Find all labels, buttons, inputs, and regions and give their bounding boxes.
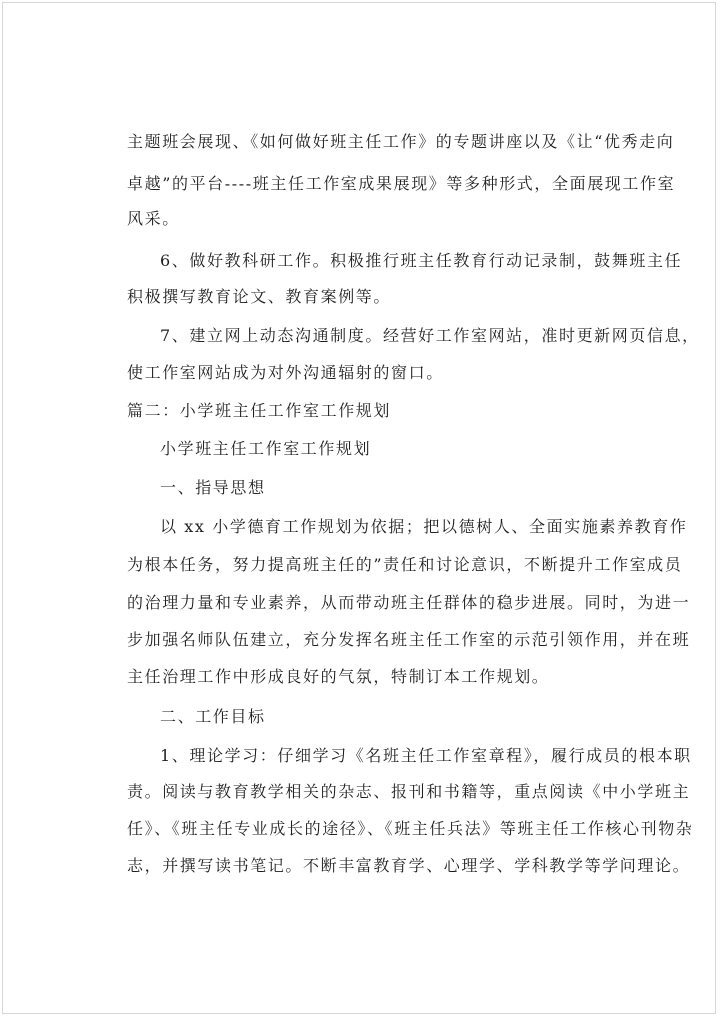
text-line: 1、理论学习：仔细学习《名班主任工作室章程》，履行成员的根本职 [160, 746, 692, 765]
text-line: 使工作室网站成为对外沟通辐射的窗口。 [127, 363, 444, 382]
section-heading: 二、工作目标 [160, 707, 266, 726]
text-line: 风采。 [127, 209, 180, 228]
text-line: 7、建立网上动态沟通制度。经营好工作室网站，准时更新网页信息， [160, 326, 700, 345]
section-heading: 一、指导思想 [160, 478, 266, 497]
text-line: 的治理力量和专业素养，从而带动班主任群体的稳步进展。同时，为进一 [127, 593, 691, 612]
text-line: 主任治理工作中形成良好的气氛，特制订本工作规划。 [127, 667, 550, 686]
section-heading: 篇二：小学班主任工作室工作规划 [127, 401, 392, 420]
text-line: 以 xx 小学德育工作规划为依据；把以德树人、全面实施素养教育作 [160, 517, 688, 536]
text-line: 积极撰写教育论文、教育案例等。 [127, 287, 392, 306]
text-line: 卓越”的平台----班主任工作室成果展现》等多种形式，全面展现工作室 [127, 174, 676, 193]
text-line: 主题班会展现、《如何做好班主任工作》的专题讲座以及《让“优秀走向 [127, 132, 675, 151]
document-title: 小学班主任工作室工作规划 [160, 439, 372, 458]
text-line: 步加强名师队伍建立，充分发挥名班主任工作室的示范引领作用，并在班 [127, 630, 691, 649]
text-line: 为根本任务，努力提高班主任的”责任和讨论意识，不断提升工作室成员 [127, 555, 683, 574]
text-line: 责。阅读与教育教学相关的杂志、报刊和书籍等，重点阅读《中小学班主 [127, 782, 691, 801]
text-line: 6、做好教科研工作。积极推行班主任教育行动记录制，鼓舞班主任 [160, 251, 683, 270]
text-line: 志，并撰写读书笔记。不断丰富教育学、心理学、学科教学等学问理论。 [127, 856, 691, 875]
text-line: 任》、《班主任专业成长的途径》、《班主任兵法》等班主任工作核心刊物杂 [127, 819, 694, 838]
